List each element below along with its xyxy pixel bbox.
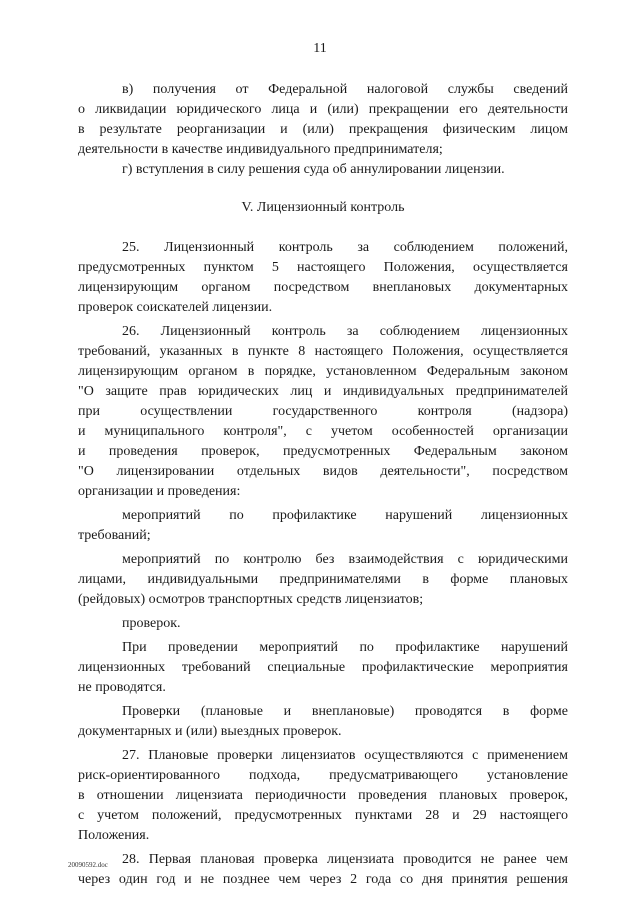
text-line: при осуществлении государственного контроля (надзора): [78, 404, 568, 419]
text-line: в отношении лицензиата периодичности проведения плановых проверок,: [78, 788, 568, 803]
page-number: 11: [313, 41, 327, 56]
text-line: "О лицензировании отдельных видов деятельности", посредством: [78, 464, 568, 479]
text-line: лицензионных требований специальные профилактические мероприятия: [78, 660, 568, 675]
text-line: лицами, индивидуальными предпринимателями в форме плановых: [78, 572, 568, 587]
text-line: Положения.: [78, 828, 150, 843]
text-line: и проведения проверок, предусмотренных Федеральным законом: [78, 444, 568, 459]
text-line: 28. Первая плановая проверка лицензиата проводится не ранее чем: [122, 852, 568, 867]
text-line: мероприятий по контролю без взаимодействия с юридическими: [122, 552, 568, 567]
text-line: 27. Плановые проверки лицензиатов осуществляются с применением: [122, 748, 568, 763]
text-line: не проводятся.: [78, 680, 166, 695]
text-line: документарных и (или) выездных проверок.: [78, 724, 342, 739]
text-line: лицензирующим органом в порядке, установленном Федеральным законом: [78, 364, 568, 379]
text-line: проверок соискателей лицензии.: [78, 300, 273, 315]
text-line: (рейдовых) осмотров транспортных средств лицензиатов;: [78, 592, 424, 607]
file-name-footer: 20090592.doc: [68, 861, 108, 869]
section-heading: V. Лицензионный контроль: [241, 200, 405, 215]
text-line: с учетом положений, предусмотренных пунктами 28 и 29 настоящего: [78, 808, 568, 823]
text-line: риск-ориентированного подхода, предусматривающего установление: [78, 768, 568, 783]
text-line: требований;: [78, 528, 151, 543]
text-line: в) получения от Федеральной налоговой службы сведений: [122, 82, 568, 97]
document-body: [78, 80, 568, 890]
text-line: г) вступления в силу решения суда об аннулировании лицензии.: [122, 162, 505, 177]
text-line: требований, указанных в пункте 8 настоящего Положения, осуществляется: [78, 344, 568, 359]
text-line: через один год и не позднее чем через 2 года со дня принятия решения: [78, 872, 568, 887]
text-line: При проведении мероприятий по профилактике нарушений: [122, 640, 568, 655]
text-line: мероприятий по профилактике нарушений лицензионных: [122, 508, 568, 523]
text-line: о ликвидации юридического лица и (или) прекращении его деятельности: [78, 102, 568, 117]
text-line: предусмотренных пунктом 5 настоящего Положения, осуществляется: [78, 260, 568, 275]
text-line: организации и проведения:: [78, 484, 241, 499]
text-line: Проверки (плановые и внеплановые) проводятся в форме: [122, 704, 568, 719]
text-line: лицензирующим органом посредством внеплановых документарных: [78, 280, 568, 295]
text-line: 26. Лицензионный контроль за соблюдением лицензионных: [122, 324, 568, 339]
text-line: 25. Лицензионный контроль за соблюдением положений,: [122, 240, 568, 255]
text-line: "О защите прав юридических лиц и индивидуальных предпринимателей: [78, 384, 568, 399]
text-line: и муниципального контроля", с учетом особенностей организации: [78, 424, 568, 439]
text-line: деятельности в качестве индивидуального предпринимателя;: [78, 142, 443, 157]
text-line: в результате реорганизации и (или) прекращения физическим лицом: [78, 122, 568, 137]
text-line: проверок.: [122, 616, 181, 631]
